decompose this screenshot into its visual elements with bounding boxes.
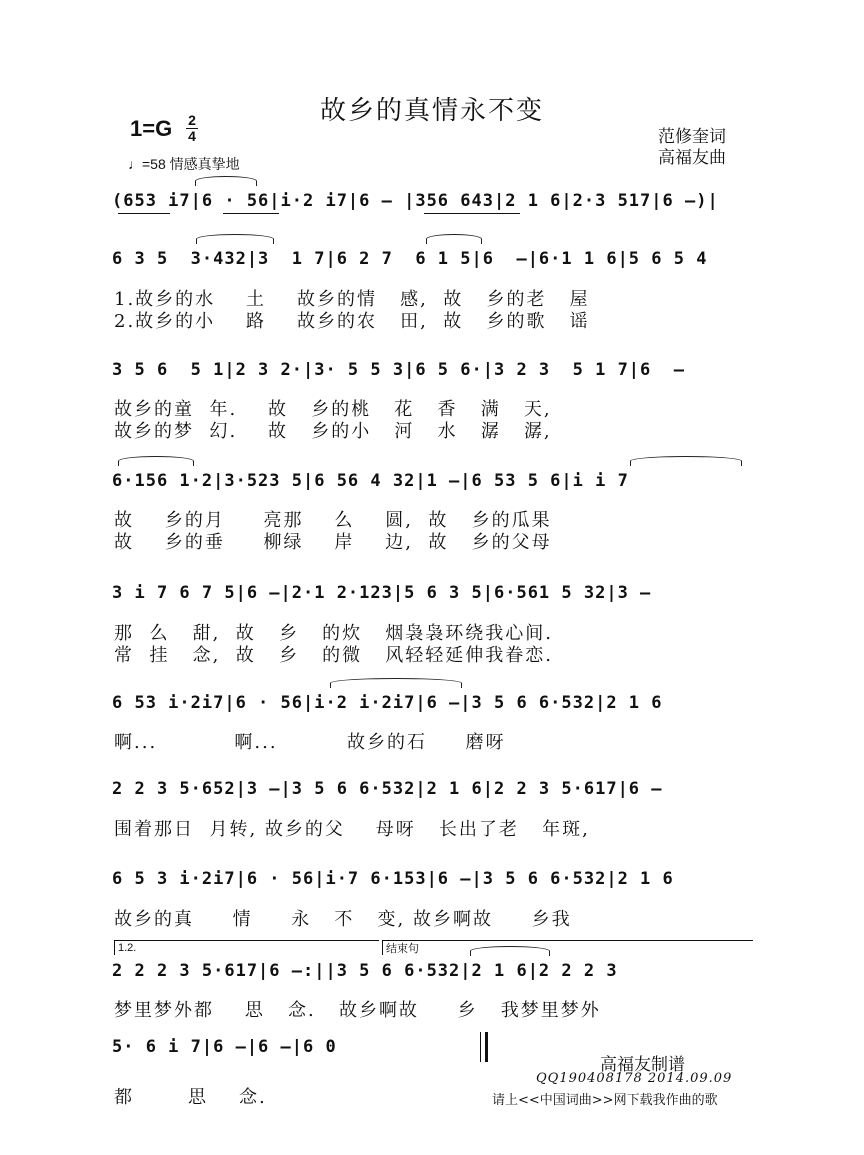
notation-line: 2 2 3 5·652|3 –|3 5 6 6·532|2 1 6|2 2 3 5·617|6 – bbox=[112, 779, 663, 799]
lyric-line-verse-2: 2.故乡的小 路 故乡的农 田, 故 乡的歌 谣 bbox=[114, 311, 590, 332]
lyric-line-verse-2: 故乡的梦 幻. 故 乡的小 河 水 潺 潺, bbox=[114, 421, 552, 442]
time-top: 2 bbox=[188, 112, 196, 128]
notation-line: 5· 6 i 7|6 –|6 –|6 0 bbox=[112, 1037, 337, 1057]
download-note: 请上<<中国词曲>>网下载我作曲的歌 bbox=[492, 1093, 718, 1108]
key-signature: 1=G bbox=[130, 116, 173, 141]
notation-line: 2 2 2 3 5·617|6 –:||3 5 6 6·532|2 1 6|2 2 2 3 bbox=[112, 961, 618, 981]
tempo-marking: ♩=58 情感真挚地 bbox=[128, 156, 240, 172]
final-barline bbox=[480, 1032, 488, 1062]
lyric-line-verse-1: 那 么 甜, 故 乡 的炊 烟袅袅环绕我心间. bbox=[114, 623, 553, 644]
lyric-line: 梦里梦外都 思 念. 故乡啊故 乡 我梦里梦外 bbox=[114, 1000, 601, 1021]
notation-line: 3 i 7 6 7 5|6 –|2·1 2·123|5 6 3 5|6·561 5 32|3 – bbox=[112, 583, 652, 603]
notation-line: 3 5 6 5 1|2 3 2·|3· 5 5 3|6 5 6·|3 2 3 5 1 7|6 – bbox=[112, 360, 685, 380]
lyric-line-verse-1: 1.故乡的水 土 故乡的情 感, 故 乡的老 屋 bbox=[114, 289, 590, 310]
volta-label: 1.2. bbox=[118, 942, 137, 954]
lyric-line: 都 思 念. bbox=[114, 1087, 267, 1108]
ending-label: 结束句 bbox=[386, 943, 419, 955]
song-title: 故乡的真情永不变 bbox=[319, 96, 544, 126]
notation-line: 6 5 3 i·2i7|6 · 56|i·7 6·153|6 –|3 5 6 6·532|2 1 6 bbox=[112, 869, 674, 889]
ending-bracket bbox=[382, 940, 753, 955]
lyric-line: 故乡的真 情 永 不 变, 故乡啊故 乡我 bbox=[114, 909, 572, 930]
contact-date: QQ190408178 2014.09.09 bbox=[536, 1071, 733, 1086]
time-bottom: 4 bbox=[188, 128, 196, 144]
composer-credit: 高福友曲 bbox=[658, 148, 726, 168]
notation-line: 6·156 1·2|3·523 5|6 56 4 32|1 –|6 53 5 6|i i 7 bbox=[112, 471, 629, 491]
notation-line: 6 3 5 3·432|3 1 7|6 2 7 6 1 5|6 –|6·1 1 6|5 6 5 4 bbox=[112, 249, 708, 269]
notation-line: (653 i7|6 · 56|i·2 i7|6 – |356 643|2 1 6|2·3 517|6 –)| bbox=[112, 191, 719, 211]
notation-line: 6 53 i·2i7|6 · 56|i·2 i·2i7|6 –|3 5 6 6·532|2 1 6 bbox=[112, 693, 663, 713]
lyric-line: 啊... 啊... 故乡的石 磨呀 bbox=[114, 732, 506, 753]
volta-bracket bbox=[114, 940, 379, 955]
lyric-line-verse-1: 故 乡的月 亮那 么 圆, 故 乡的瓜果 bbox=[114, 510, 552, 531]
lyric-line-verse-2: 常 挂 念, 故 乡 的微 风轻轻延伸我眷恋. bbox=[114, 645, 553, 666]
time-signature bbox=[186, 114, 198, 143]
lyricist-credit: 范修奎词 bbox=[658, 127, 726, 147]
lyric-line-verse-2: 故 乡的垂 柳绿 岸 边, 故 乡的父母 bbox=[114, 532, 552, 553]
lyric-line-verse-1: 故乡的童 年. 故 乡的桃 花 香 满 天, bbox=[114, 399, 552, 420]
transcriber-credit: 高福友制谱 bbox=[600, 1055, 685, 1075]
lyric-line: 围着那日 月转, 故乡的父 母呀 长出了老 年斑, bbox=[114, 819, 590, 840]
